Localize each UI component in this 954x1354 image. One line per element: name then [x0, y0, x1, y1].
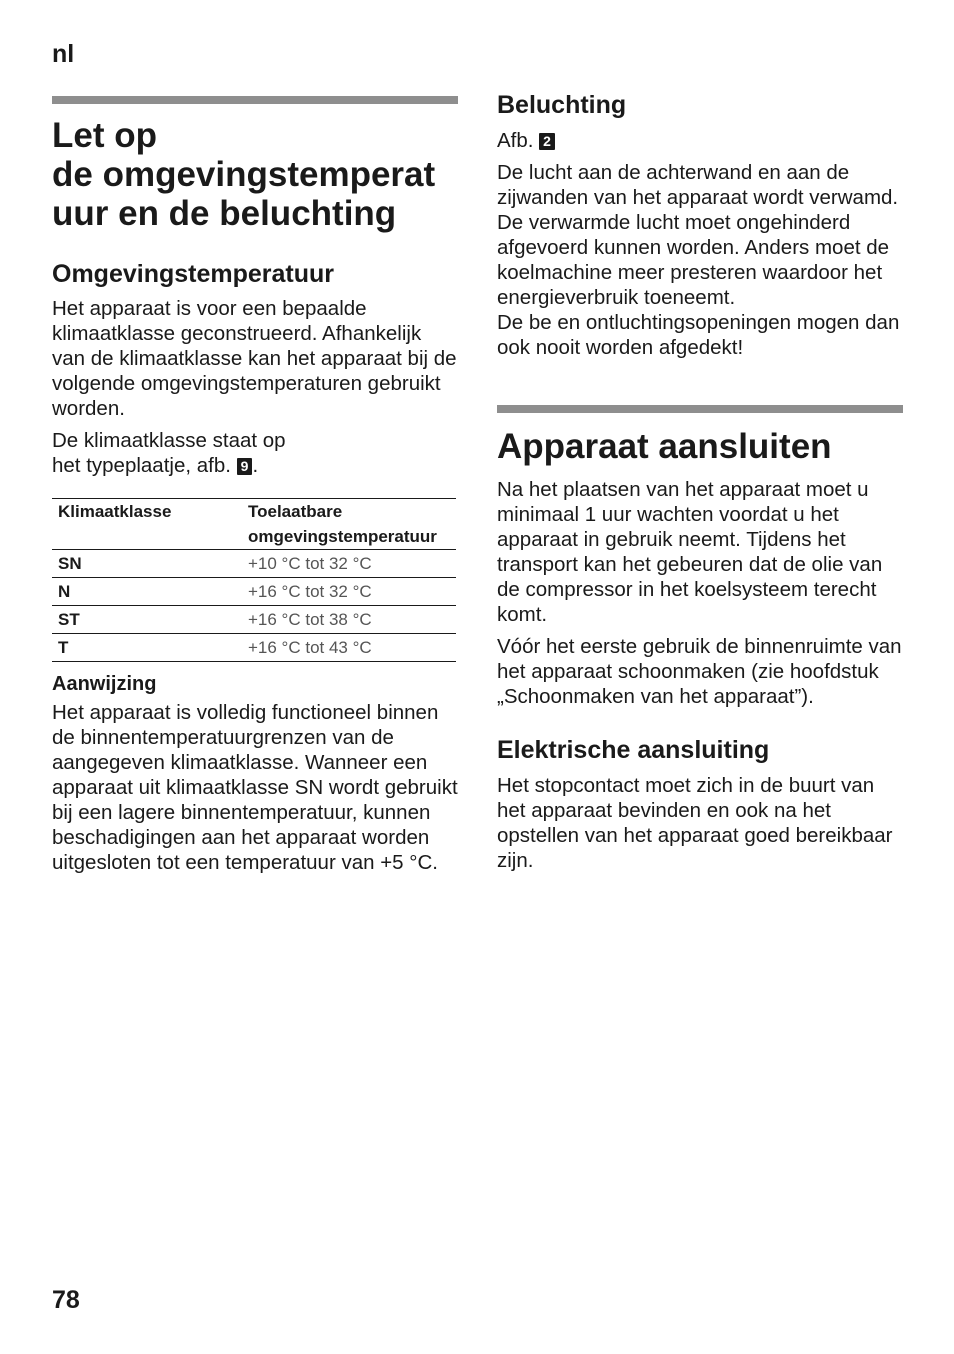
column-header-klimaatklasse: Klimaatklasse — [52, 499, 242, 550]
paragraph: Het stopcontact moet zich in de buurt van het apparaat bevinden en ook na het opstellen van het apparaat goed bereikbaar zijn. — [497, 774, 893, 872]
column-header-temperatuur: Toelaatbare omgevingstemperatuur — [242, 499, 456, 550]
cell-class: ST — [52, 606, 242, 634]
language-label: nl — [52, 40, 75, 68]
table-row — [52, 578, 456, 606]
table-header-row — [52, 499, 456, 550]
table-row — [52, 606, 456, 634]
page-title — [52, 116, 458, 233]
paragraph: Het apparaat is voor een bepaalde klimaatklasse geconstrueerd. Afhankelijk van de klimaatklasse kan het apparaat bij de volgende omgevingstemperaturen gebruikt worden. — [52, 297, 457, 420]
cell-temperature: +16 °C tot 32 °C — [242, 578, 456, 606]
section-heading-elektrisch: Elektrische aansluiting — [497, 736, 770, 764]
table-row — [52, 550, 456, 578]
right-column — [497, 86, 903, 873]
paragraph: Na het plaatsen van het apparaat moet u minimaal 1 uur wachten voordat u het apparaat in gebruik neemt. Tijdens het transport kan het gebeuren dat de olie van de compressor in het koelsysteem terecht komt. — [497, 478, 883, 626]
title-line-2: de omgevingstemperat — [52, 155, 436, 194]
cell-temperature: +16 °C tot 38 °C — [242, 606, 456, 634]
section-heading-beluchting: Beluchting — [497, 91, 627, 119]
figure-reference-badge: 9 — [237, 458, 253, 475]
climate-class-table — [52, 498, 456, 662]
text: . — [252, 454, 259, 477]
left-column — [52, 96, 458, 875]
figure-reference-badge: 2 — [539, 133, 555, 150]
cell-class: T — [52, 634, 242, 662]
note-text: Het apparaat is volledig functioneel binnen de binnentemperatuurgrenzen van de aangegeven klimaatklasse. Wanneer een apparaat uit klimaatklasse SN wordt gebruikt bij een lagere binnentemperatuur, kunnen beschadigingen aan het apparaat worden uitgesloten tot een temperatuur van +5 °C. — [52, 701, 458, 874]
figure-reference — [497, 128, 903, 153]
title-line-1: Let op — [52, 116, 157, 155]
section-rule — [52, 96, 458, 104]
paragraph: De lucht aan de achterwand en aan de zijwanden van het apparaat wordt verwamd. De verwarmde lucht moet ongehinderd afgevoerd kunnen worden. Anders moet de koelmachine meer presteren waardoor het energieverbruik toeneemt. — [497, 161, 899, 309]
section-heading-omgevingstemperatuur: Omgevingstemperatuur — [52, 260, 335, 288]
section-title-aansluiten: Apparaat aansluiten — [497, 427, 832, 466]
page-number: 78 — [52, 1286, 80, 1314]
paragraph-typeplate — [52, 428, 458, 478]
title-line-3: uur en de beluchting — [52, 194, 397, 233]
cell-class: N — [52, 578, 242, 606]
text: De klimaatklasse staat op — [52, 429, 286, 452]
cell-class: SN — [52, 550, 242, 578]
table-row — [52, 634, 456, 662]
paragraph: De be en ontluchtingsopeningen mogen dan ook nooit worden afgedekt! — [497, 311, 900, 359]
section-rule — [497, 405, 903, 413]
note-heading: Aanwijzing — [52, 673, 157, 695]
paragraph: Vóór het eerste gebruik de binnenruimte van het apparaat schoonmaken (zie hoofdstuk „Schoonmaken van het apparaat”). — [497, 635, 902, 708]
figure-label: Afb. — [497, 129, 534, 152]
text: het typeplaatje, afb. — [52, 454, 231, 477]
cell-temperature: +10 °C tot 32 °C — [242, 550, 456, 578]
cell-temperature: +16 °C tot 43 °C — [242, 634, 456, 662]
